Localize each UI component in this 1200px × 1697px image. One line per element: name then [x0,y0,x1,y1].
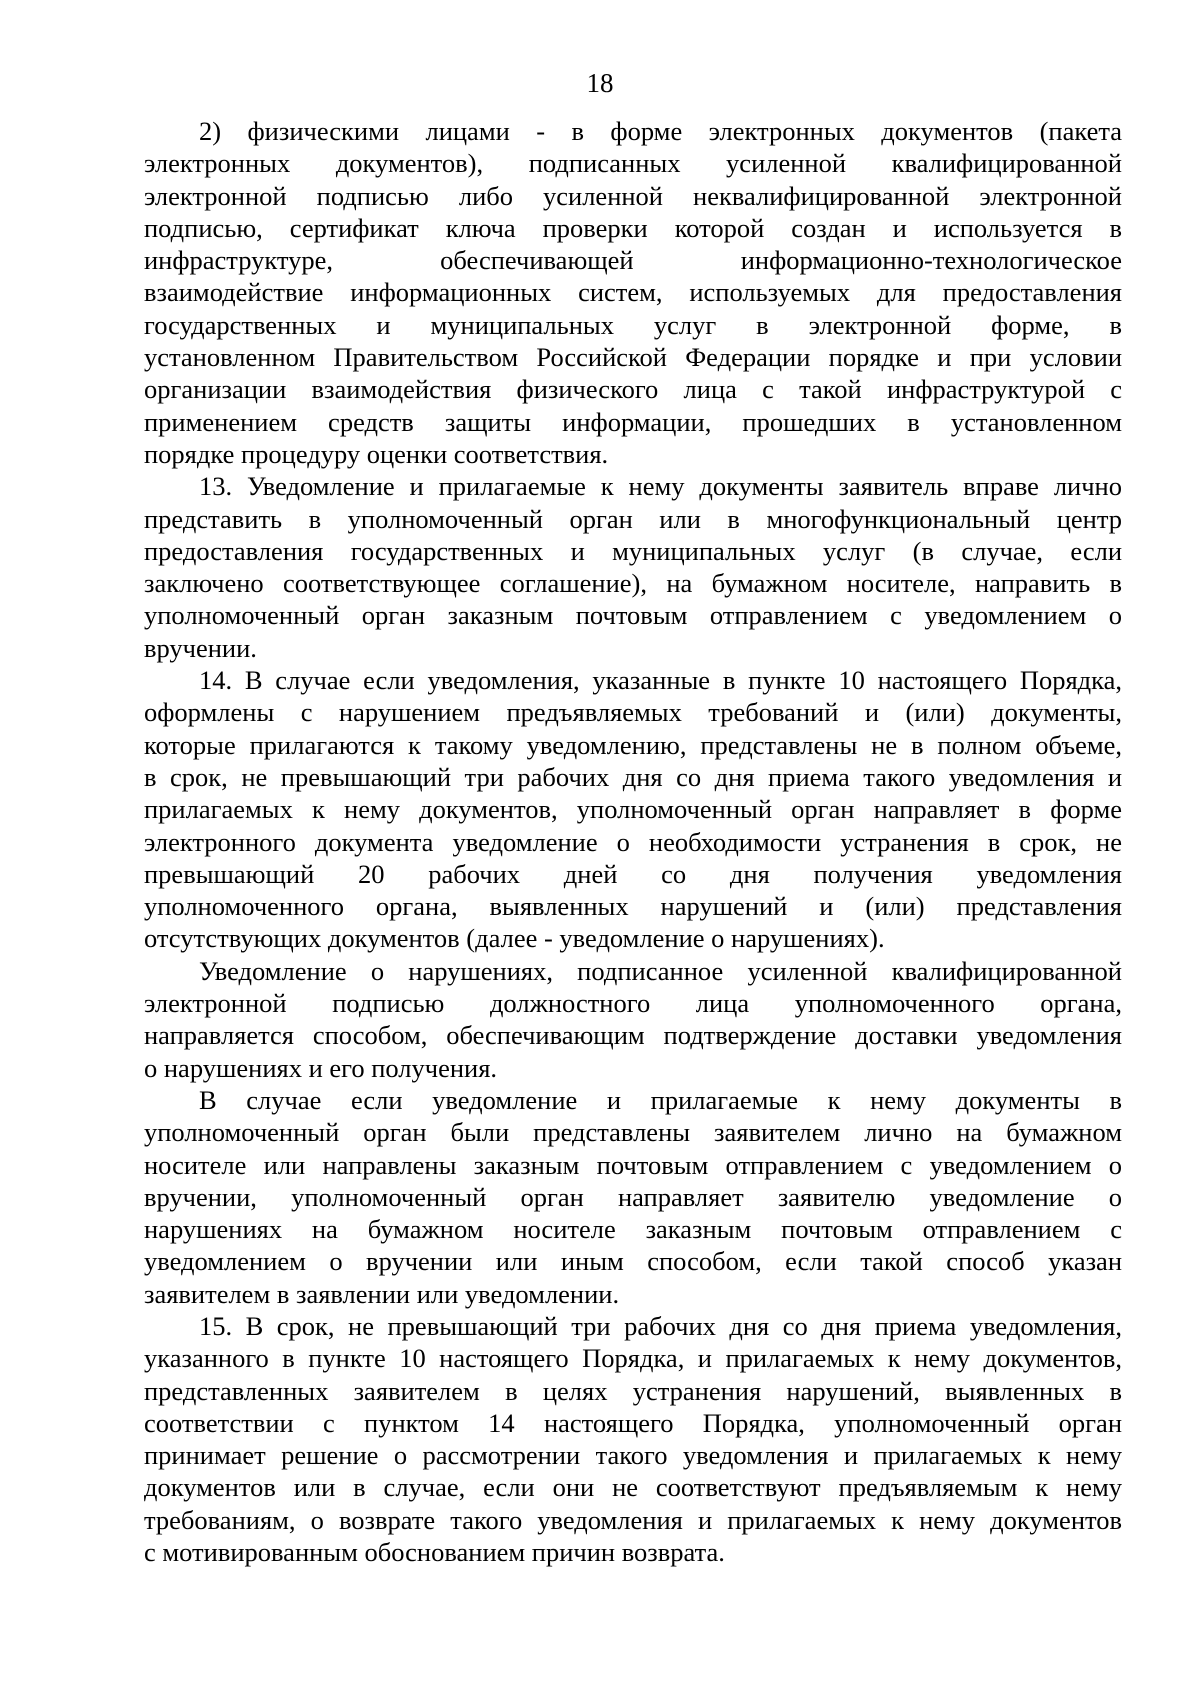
paragraph-p-14-paper [144,1084,1122,1310]
text-line: электронных документов), подписанных усиленной квалифицированной [144,148,1122,179]
text-line: инфраструктуре, обеспечивающей информационно-технологическое [144,245,1122,276]
text-line: электронного документа уведомление о необходимости устранения в срок, не [144,826,1122,857]
text-line: электронной подписью либо усиленной неквалифицированной электронной [144,180,1122,211]
text-line: нарушениях на бумажном носителе заказным почтовым отправлением с [144,1214,1122,1245]
text-line: заключено соответствующее соглашение), на бумажном носителе, направить в [144,568,1122,599]
text-line: государственных и муниципальных услуг в электронной форме, в [144,309,1122,340]
text-line: заявителем в заявлении или уведомлении. [144,1278,620,1309]
paragraph-p-13 [144,470,1122,664]
text-line: носителе или направлены заказным почтовым отправлением с уведомлением о [144,1149,1122,1180]
text-line: 13. Уведомление и прилагаемые к нему документы заявитель вправе лично [199,471,1122,502]
text-line: направляется способом, обеспечивающим подтверждение доставки уведомления [144,1020,1122,1051]
text-line: В случае если уведомление и прилагаемые к нему документы в [199,1084,1122,1115]
text-line: вручении, уполномоченный орган направляет заявителю уведомление о [144,1181,1122,1212]
paragraph-p-14-notice [144,955,1122,1084]
text-line: взаимодействие информационных систем, используемых для предоставления [144,277,1122,308]
text-line: применением средств защиты информации, прошедших в установленном [144,406,1122,437]
text-line: с мотивированным обоснованием причин возврата. [144,1537,725,1568]
text-line: в срок, не превышающий три рабочих дня со дня приема такого уведомления и [144,761,1122,792]
text-line: документов или в случае, если они не соответствуют предъявляемым к нему [144,1472,1122,1503]
paragraph-p-15 [144,1310,1122,1568]
page-number: 18 [586,68,614,98]
text-line: установленном Правительством Российской Федерации порядке и при условии [144,342,1122,373]
paragraph-p-14 [144,664,1122,955]
text-line: электронной подписью должностного лица уполномоченного органа, [144,988,1122,1019]
text-line: соответствии с пунктом 14 настоящего Порядка, уполномоченный орган [144,1407,1122,1438]
text-line: уполномоченный орган были представлены заявителем лично на бумажном [144,1117,1122,1148]
text-line: предоставления государственных и муниципальных услуг (в случае, если [144,535,1122,566]
text-line: указанного в пункте 10 настоящего Порядка, и прилагаемых к нему документов, [144,1343,1122,1374]
text-line: порядке процедуру оценки соответствия. [144,438,609,469]
paragraph-p-item-2 [144,115,1122,470]
text-line: прилагаемых к нему документов, уполномоченный орган направляет в форме [144,794,1122,825]
text-line: 2) физическими лицами - в форме электронных документов (пакета [199,116,1122,146]
text-line: принимает решение о рассмотрении такого уведомления и прилагаемых к нему [144,1440,1122,1471]
text-line: уполномоченного органа, выявленных нарушений и (или) представления [144,891,1122,922]
text-line: вручении. [144,632,257,663]
text-line: организации взаимодействия физического лица с такой инфраструктурой с [144,374,1122,405]
text-line: отсутствующих документов (далее - уведомление о нарушениях). [144,923,885,954]
text-line: оформлены с нарушением предъявляемых требований и (или) документы, [144,697,1122,728]
text-line: Уведомление о нарушениях, подписанное усиленной квалифицированной [199,955,1122,986]
text-line: о нарушениях и его получения. [144,1052,498,1083]
text-line: требованиям, о возврате такого уведомления и прилагаемых к нему документов [144,1504,1122,1535]
text-line: уполномоченный орган заказным почтовым отправлением с уведомлением о [144,600,1122,631]
text-line: подписью, сертификат ключа проверки которой создан и используется в [144,212,1122,243]
text-line: превышающий 20 рабочих дней со дня получения уведомления [144,858,1122,889]
text-line: 14. В случае если уведомления, указанные в пункте 10 настоящего Порядка, [199,665,1122,696]
text-line: 15. В срок, не превышающий три рабочих дня со дня приема уведомления, [199,1310,1122,1341]
text-line: представить в уполномоченный орган или в многофункциональный центр [144,503,1122,534]
text-line: уведомлением о вручении или иным способом, если такой способ указан [144,1246,1122,1277]
text-line: представленных заявителем в целях устранения нарушений, выявленных в [144,1375,1122,1406]
document-body [144,115,1122,1568]
text-line: которые прилагаются к такому уведомлению, представлены не в полном объеме, [144,729,1122,760]
